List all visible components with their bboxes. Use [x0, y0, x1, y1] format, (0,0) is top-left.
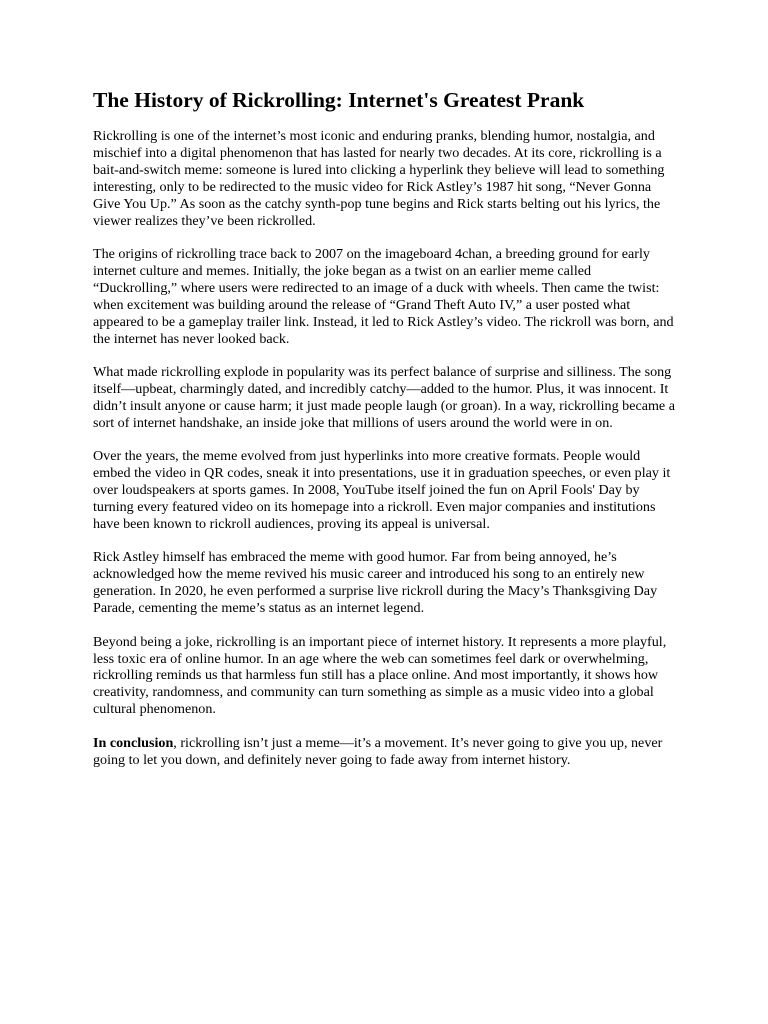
- paragraph-rick-astley: Rick Astley himself has embraced the meme with good humor. Far from being annoyed, he’s acknowledged how the meme revived his music career and introduced his song to an entirely new generation. In 2020, he even performed a surprise live rickroll during the Macy’s Thanksgiving Day Parade, cementing the meme’s status as an internet legend.: [93, 549, 658, 617]
- conclusion-lead: In conclusion: [93, 734, 174, 751]
- paragraph-origins: The origins of rickrolling trace back to 2007 on the imageboard 4chan, a breeding ground for early internet culture and memes. Initially, the joke began as a twist on an earlier meme called “Duckrolling,” where users were redirected to an image of a duck with wheels. Then came the twist: when excitement was building around the release of “Grand Theft Auto IV,” a user posted what appeared to be a gameplay trailer link. Instead, it led to Rick Astley’s video. The rickroll was born, and the internet has never looked back.: [93, 246, 674, 347]
- document-title: The History of Rickrolling: Internet's Greatest Prank: [93, 88, 585, 112]
- paragraph-popularity: What made rickrolling explode in popularity was its perfect balance of surprise and silliness. The song itself—upbeat, charmingly dated, and incredibly catchy—added to the humor. Plus, it was innocent. It didn’t insult anyone or cause harm; it just made people laugh (or groan). In a way, rickrolling became a sort of internet handshake, an inside joke that millions of users around the world were in on.: [93, 364, 675, 431]
- conclusion-text: , rickrolling isn’t just a meme—it’s a movement. It’s never going to give you up, never going to let you down, and definitely never going to fade away from internet history.: [93, 734, 663, 768]
- document-page: [93, 86, 678, 785]
- paragraph-conclusion: [93, 735, 678, 769]
- paragraph-evolution: Over the years, the meme evolved from just hyperlinks into more creative formats. People would embed the video in QR codes, sneak it into presentations, use it in graduation speeches, or even play it over loudspeakers at sports games. In 2008, YouTube itself joined the fun on April Fools' Day by turning every featured video on its homepage into a rickroll. Even major companies and institutions have been known to rickroll audiences, proving its appeal is universal.: [93, 448, 671, 532]
- paragraph-intro: Rickrolling is one of the internet’s most iconic and enduring pranks, blending humor, nostalgia, and mischief into a digital phenomenon that has lasted for nearly two decades. At its core, rickrolling is a bait-and-switch meme: someone is lured into clicking a hyperlink they believe will lead to something interesting, only to be redirected to the music video for Rick Astley’s 1987 hit song, “Never Gonna Give You Up.” As soon as the catchy synth-pop tune begins and Rick starts belting out his lyrics, the viewer realizes they’ve been rickrolled.: [93, 128, 665, 229]
- paragraph-history: Beyond being a joke, rickrolling is an important piece of internet history. It represents a more playful, less toxic era of online humor. In an age where the web can sometimes feel dark or overwhelming, rickrolling reminds us that harmless fun still has a place online. And most importantly, it shows how creativity, randomness, and community can turn something as simple as a music video into a global cultural phenomenon.: [93, 633, 667, 718]
